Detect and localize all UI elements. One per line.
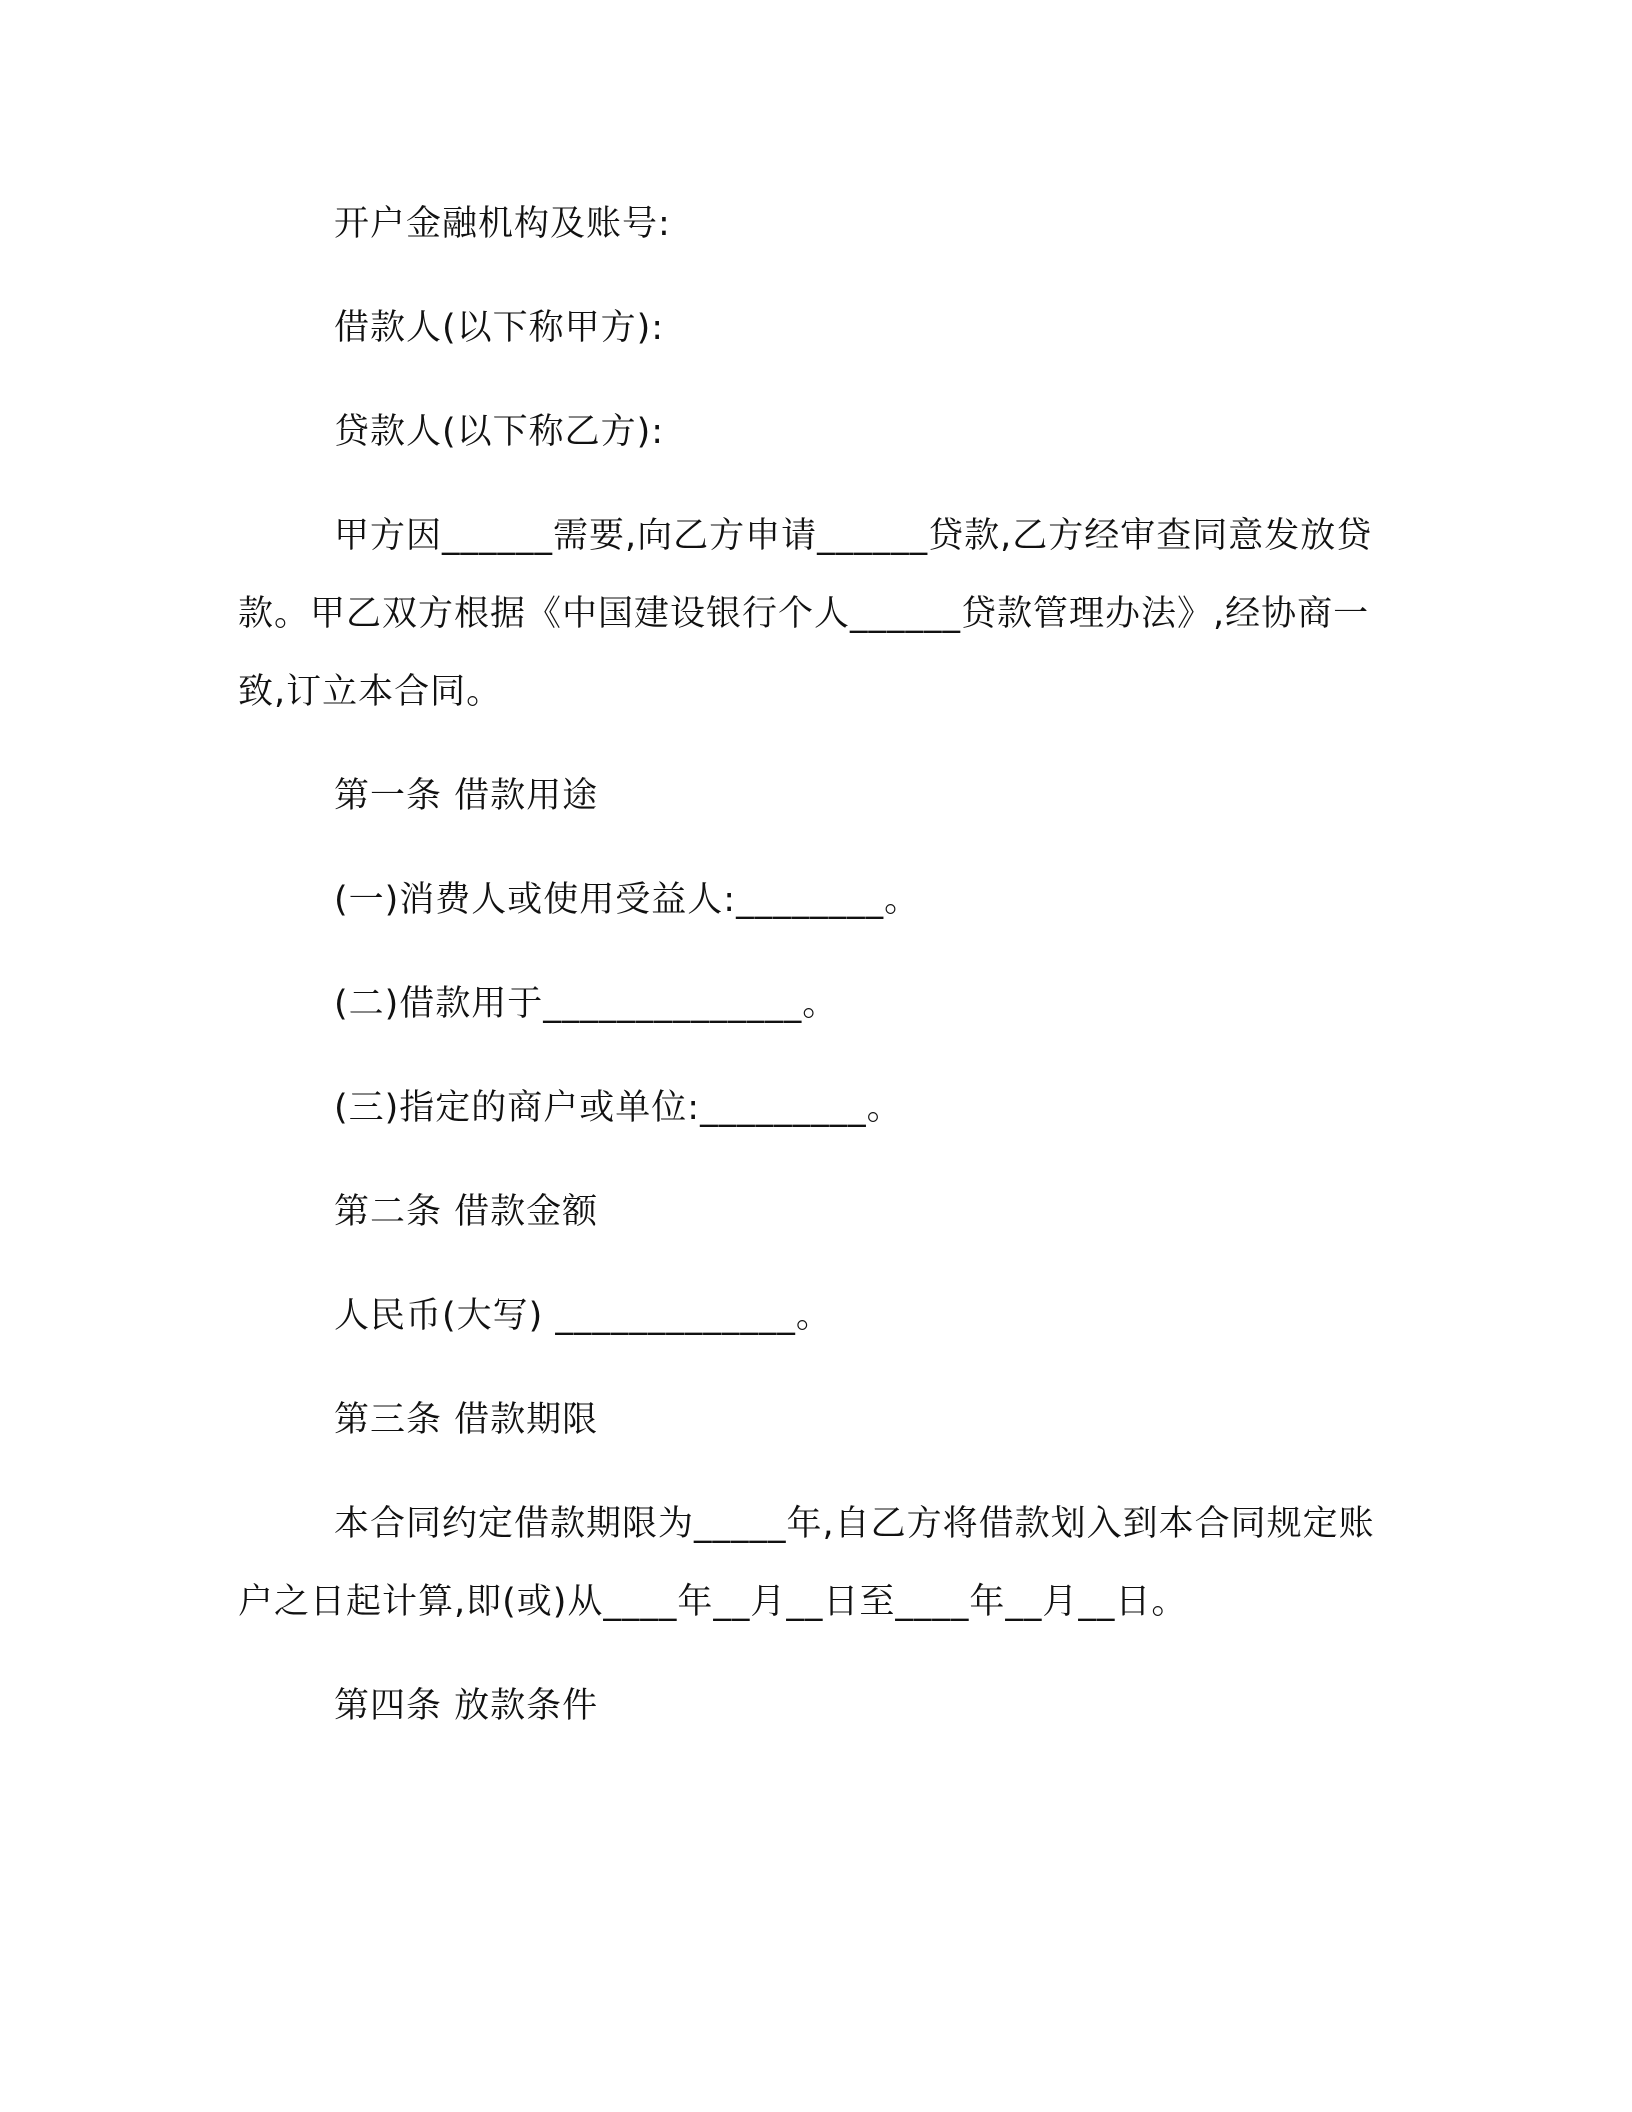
preamble-paragraph: 甲方因______需要,向乙方申请______贷款,乙方经审查同意发放贷款。甲乙双方根据《中国建设银行个人______贷款管理办法》,经协商一致,订立本合同。 bbox=[238, 516, 1373, 712]
article-1-item-1: (一)消费人或使用受益人:________。 bbox=[334, 880, 921, 920]
article-2-heading: 第二条 借款金额 bbox=[334, 1192, 599, 1232]
account-info-line: 开户金融机构及账号: bbox=[334, 204, 671, 244]
loan-amount-line: 人民币(大写) _____________。 bbox=[334, 1296, 832, 1336]
article-1-heading: 第一条 借款用途 bbox=[334, 776, 599, 816]
article-3-heading: 第三条 借款期限 bbox=[334, 1400, 599, 1440]
loan-term-paragraph: 本合同约定借款期限为_____年,自乙方将借款划入到本合同规定账户之日起计算,即(或)从____年__月__日至____年__月__日。 bbox=[238, 1504, 1375, 1622]
article-1-item-2: (二)借款用于______________。 bbox=[334, 984, 839, 1024]
document-body bbox=[238, 185, 1378, 1771]
article-4-heading: 第四条 放款条件 bbox=[334, 1686, 599, 1726]
lender-line: 贷款人(以下称乙方): bbox=[334, 412, 665, 452]
article-1-item-3: (三)指定的商户或单位:_________。 bbox=[334, 1088, 903, 1128]
borrower-line: 借款人(以下称甲方): bbox=[334, 308, 665, 348]
